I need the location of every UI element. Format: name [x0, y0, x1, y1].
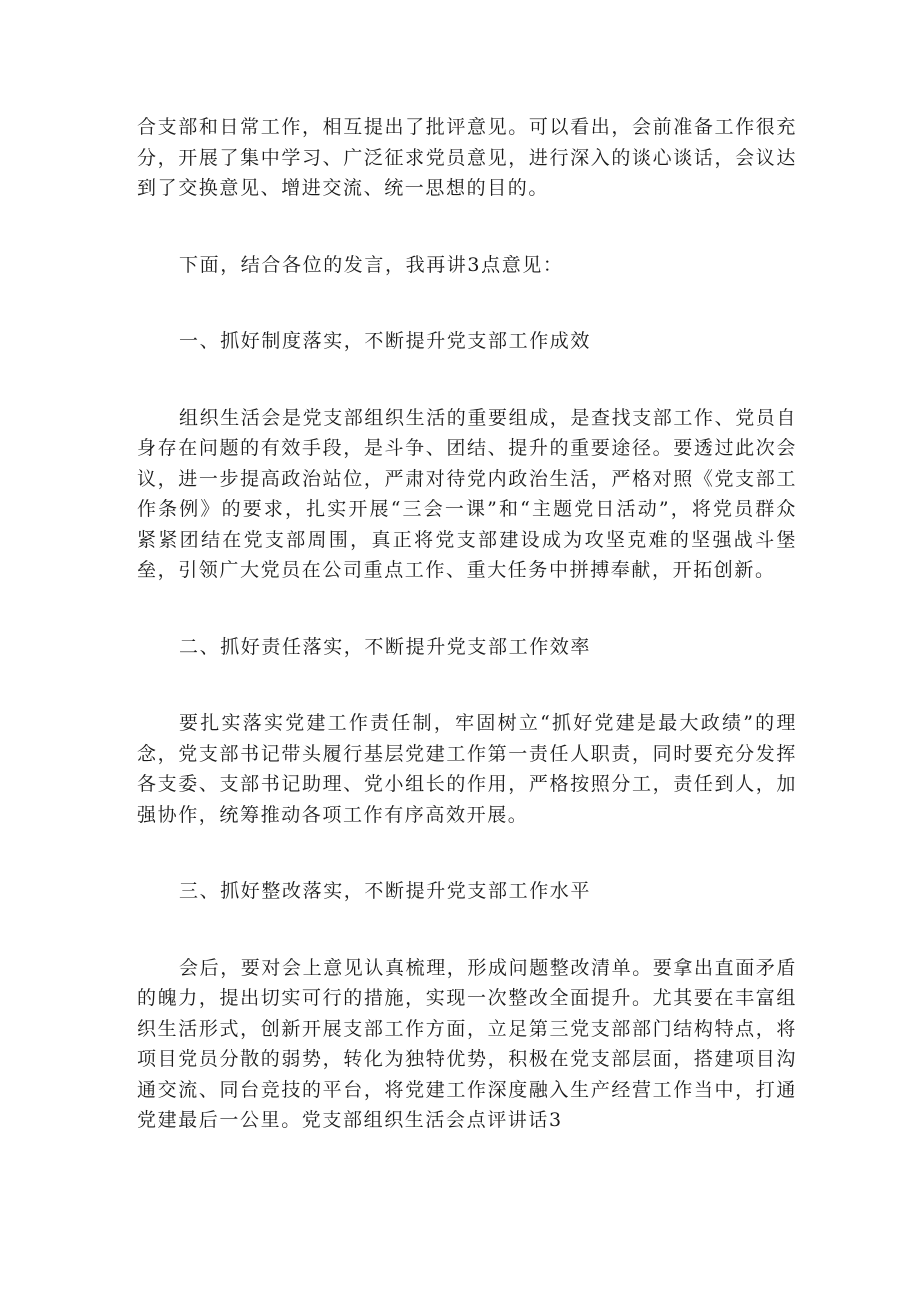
- document-body: [137, 112, 797, 1182]
- paragraph-intro: 合支部和日常工作，相互提出了批评意见。可以看出，会前准备工作很充分，开展了集中学习、广泛征求党员意见，进行深入的谈心谈话，会议达到了交换意见、增进交流、统一思想的目的。: [137, 116, 797, 199]
- section-heading-2: 二、抓好责任落实，不断提升党支部工作效率: [179, 635, 592, 658]
- section-heading-3: 三、抓好整改落实，不断提升党支部工作水平: [179, 880, 592, 902]
- paragraph-section-2: 要扎实落实党建工作责任制，牢固树立“抓好党建是最大政绩”的理念，党支部书记带头履行基层党建工作第一责任人职责，同时要充分发挥各支委、支部书记助理、党小组长的作用，严格按照分工，责任到人，加强协作，统筹推动各项工作有序高效开展。: [137, 712, 797, 826]
- paragraph-transition: 下面，结合各位的发言，我再讲3点意见：: [179, 253, 564, 276]
- section-heading-1: 一、抓好制度落实，不断提升党支部工作成效: [179, 330, 592, 352]
- paragraph-section-3: 会后，要对会上意见认真梳理，形成问题整改清单。要拿出直面矛盾的魄力，提出切实可行的措施，实现一次整改全面提升。尤其要在丰富组织生活形式，创新开展支部工作方面，立足第三党支部部门结构特点，将项目党员分散的弱势，转化为独特优势，积极在党支部层面，搭建项目沟通交流、同台竞技的平台，将党建工作深度融入生产经营工作当中，打通党建最后一公里。党支部组织生活会点评讲话3: [137, 956, 798, 1131]
- paragraph-section-1: 组织生活会是党支部组织生活的重要组成，是查找支部工作、党员自身存在问题的有效手段，是斗争、团结、提升的重要途径。要透过此次会议，进一步提高政治站位，严肃对待党内政治生活，严格对照《党支部工作条例》的要求，扎实开展“三会一课”和“主题党日活动”，将党员群众紧紧团结在党支部周围，真正将党支部建设成为攻坚克难的坚强战斗堡垒，引领广大党员在公司重点工作、重大任务中拼搏奉献，开拓创新。: [137, 406, 798, 581]
